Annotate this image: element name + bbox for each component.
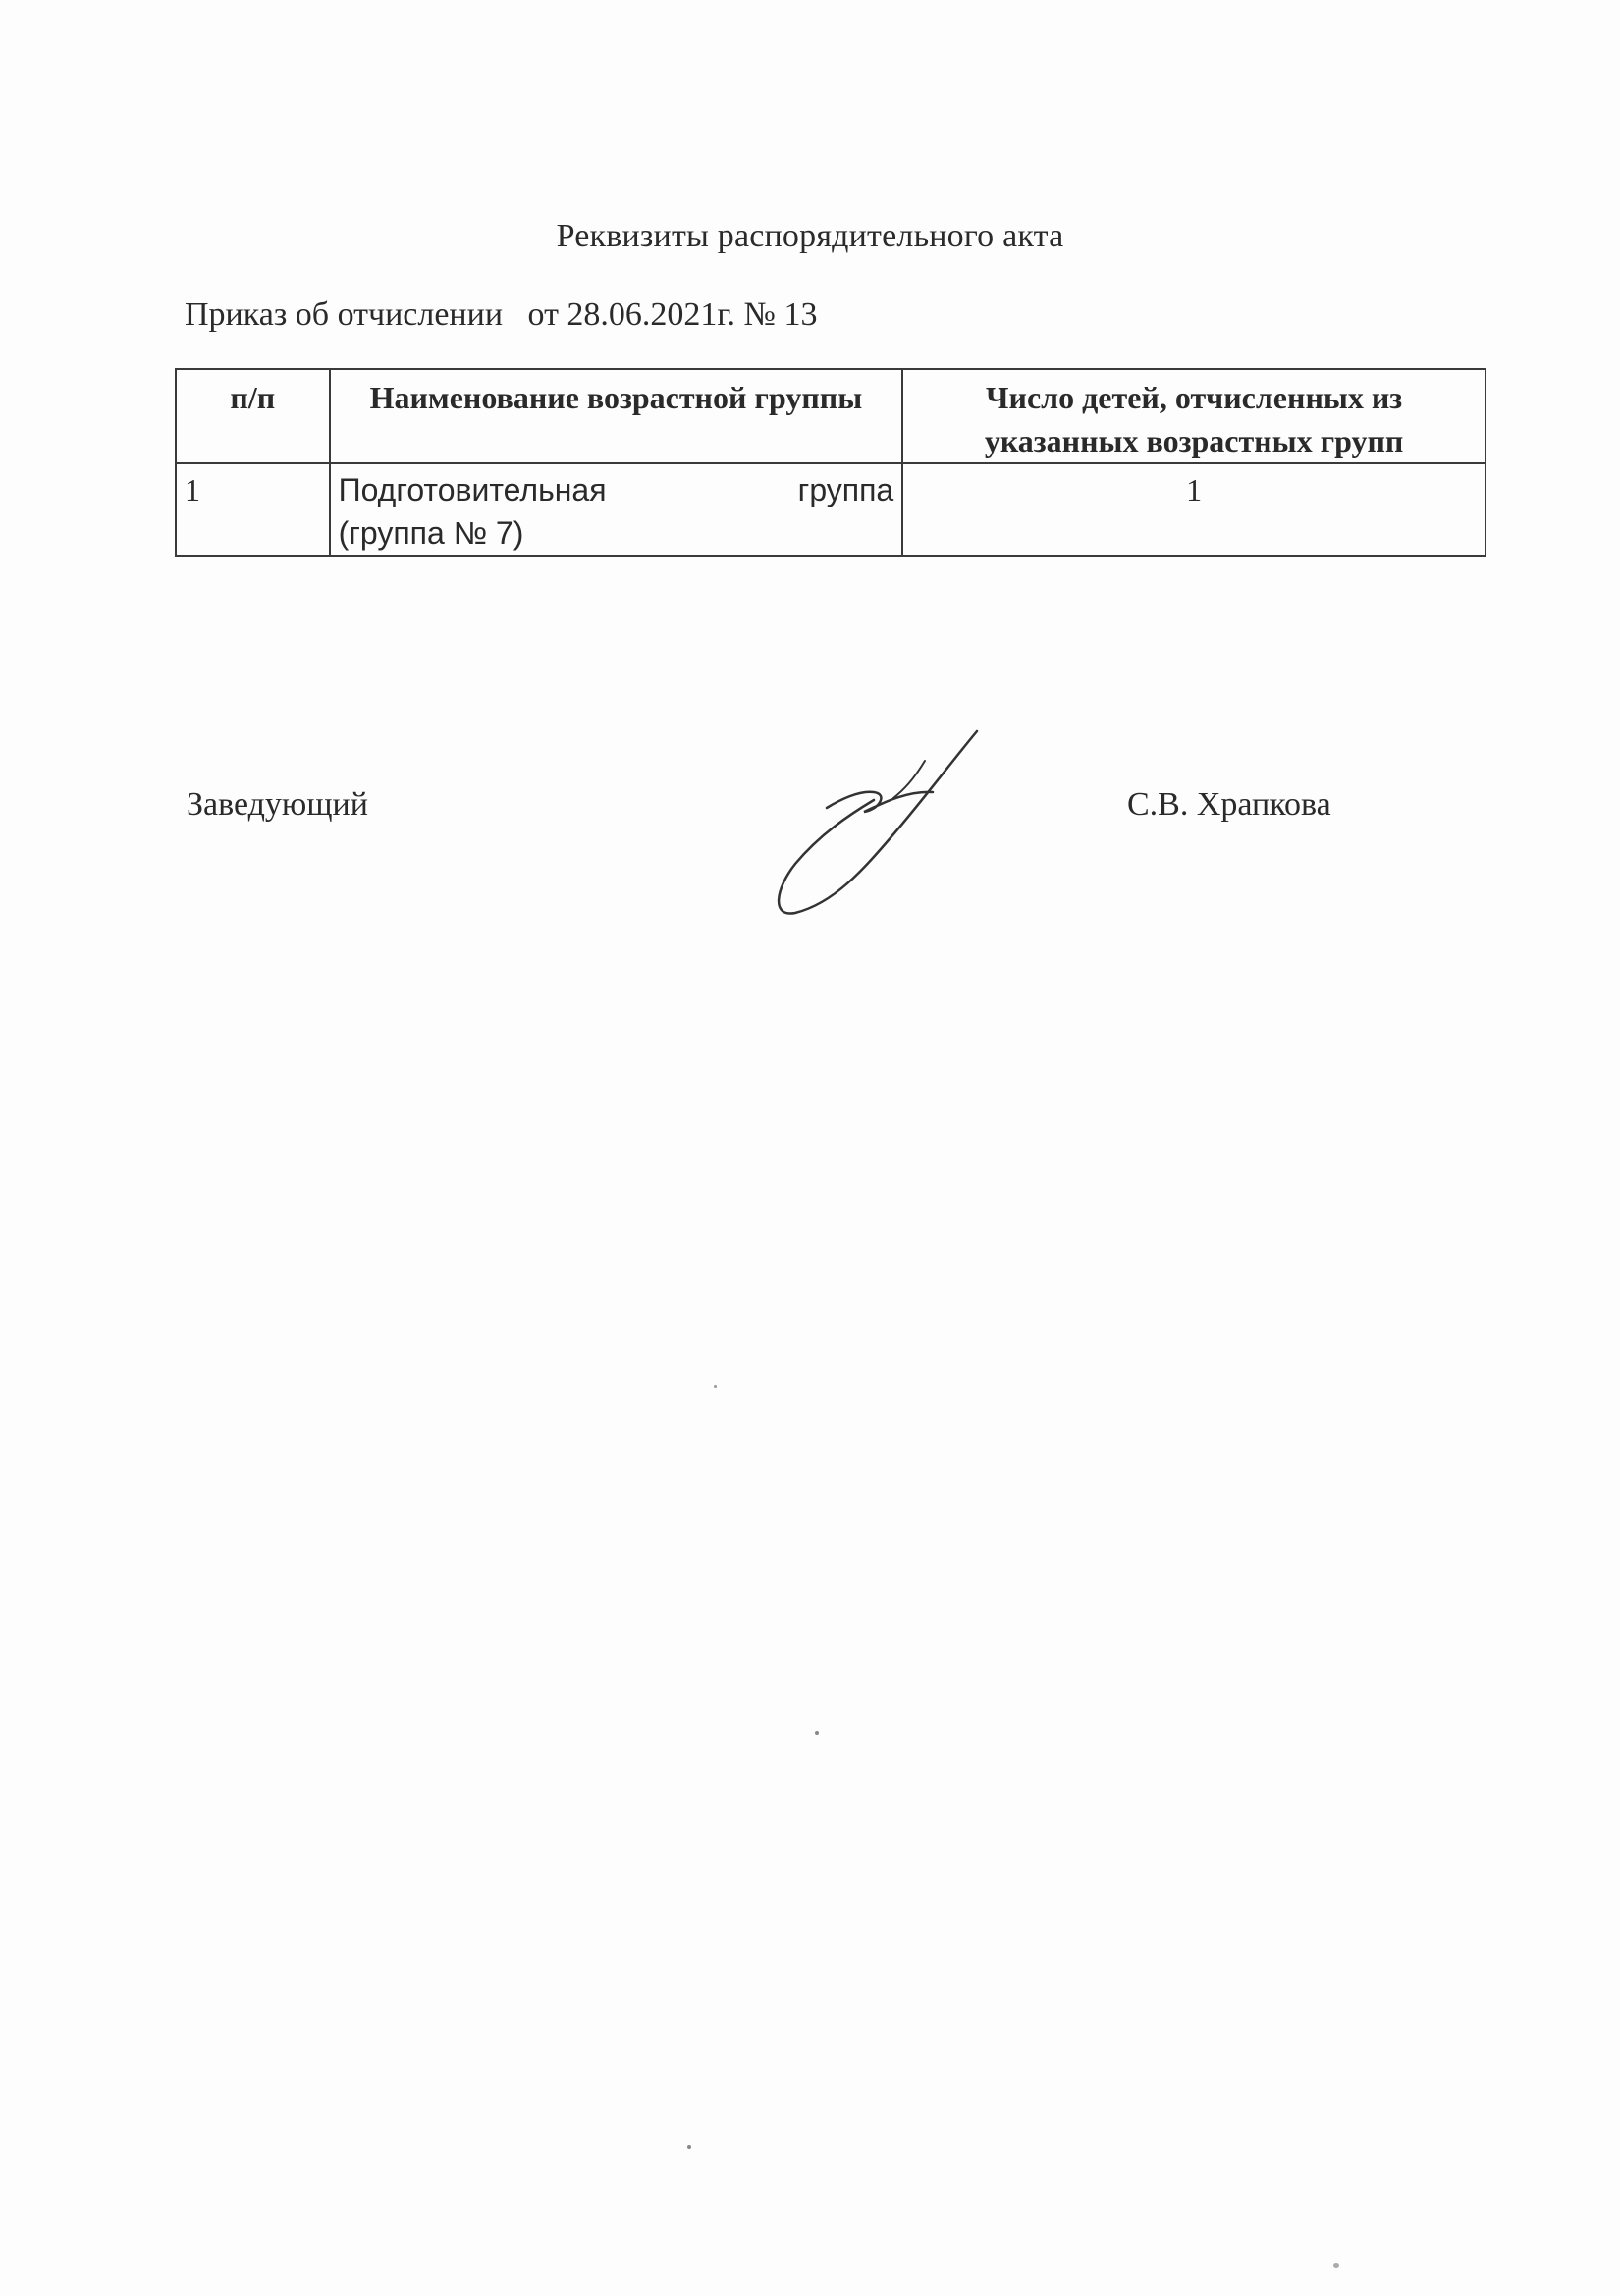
table-header-row [176, 369, 1485, 463]
scan-speck [1333, 2263, 1339, 2268]
order-date-number: от 28.06.2021г. № 13 [527, 296, 818, 333]
row-num: 1 [176, 463, 330, 556]
signatory-position: Заведующий [187, 786, 368, 823]
header-group-name: Наименование возрастной группы [330, 369, 903, 463]
row-children-count: 1 [902, 463, 1485, 556]
row-group-name [330, 463, 903, 556]
row-group-name-part2: группа [797, 472, 894, 507]
order-line [185, 296, 817, 334]
row-group-name-part1: Подготовительная [338, 472, 607, 507]
groups-table [175, 368, 1486, 557]
signatory-name: С.В. Храпкова [1127, 786, 1331, 823]
header-children-count: Число детей, отчисленных из указанных возрастных групп [902, 369, 1485, 463]
table-row [176, 463, 1485, 556]
scan-speck [815, 1731, 819, 1735]
header-num: п/п [176, 369, 330, 463]
row-group-name-part3: (группа № 7) [338, 515, 524, 551]
scan-speck [687, 2145, 691, 2149]
scan-speck [714, 1385, 717, 1388]
handwritten-signature [766, 721, 992, 928]
order-label: Приказ об отчислении [185, 296, 504, 333]
document-title: Реквизиты распорядительного акта [556, 218, 1064, 254]
